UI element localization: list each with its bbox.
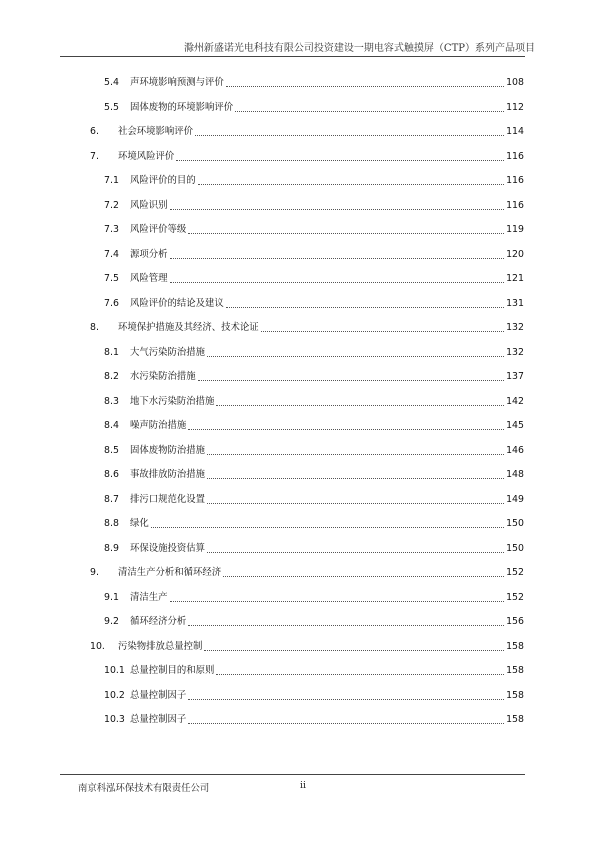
toc-entry[interactable]	[104, 346, 524, 360]
toc-dot-leader	[207, 551, 504, 553]
toc-entry[interactable]	[104, 517, 524, 531]
toc-entry-title: 地下水污染防治措施	[130, 395, 215, 407]
toc-entry-page: 156	[506, 616, 524, 627]
toc-entry-page: 108	[506, 77, 524, 88]
toc-dot-leader	[151, 526, 504, 528]
toc-entry-page: 149	[506, 493, 524, 505]
toc-entry[interactable]	[104, 174, 524, 188]
toc-entry-title: 清洁生产	[130, 591, 168, 603]
toc-entry[interactable]	[104, 664, 524, 678]
toc-entry-page: 116	[506, 150, 524, 162]
toc-dot-leader	[216, 404, 504, 406]
header-divider	[60, 56, 525, 57]
toc-entry[interactable]	[104, 101, 524, 115]
document-title: 滁州新盛诺光电科技有限公司投资建设一期电容式触摸屏（CTP）系列产品项目	[183, 43, 535, 54]
toc-entry-title: 风险评价的目的	[130, 175, 196, 186]
toc-entry-number: 8.4	[104, 420, 119, 431]
toc-entry-number: 8.5	[104, 444, 119, 456]
toc-dot-leader	[188, 698, 504, 700]
toc-entry-page: 116	[506, 175, 524, 186]
toc-entry-page: 158	[506, 665, 524, 676]
toc-entry-title: 噪声防治措施	[130, 420, 187, 431]
toc-entry-page: 121	[506, 273, 524, 284]
toc-entry-page: 119	[506, 224, 524, 235]
toc-entry-page: 142	[506, 395, 524, 407]
toc-entry-title: 固体废物的环境影响评价	[130, 101, 234, 113]
toc-entry-title: 社会环境影响评价	[118, 126, 194, 137]
toc-entry-title: 固体废物防治措施	[130, 444, 206, 456]
toc-entry-page: 146	[506, 444, 524, 456]
toc-entry-page: 148	[506, 469, 524, 480]
toc-dot-leader	[170, 281, 505, 283]
toc-entry-number: 9.	[90, 567, 99, 578]
toc-dot-leader	[170, 600, 505, 602]
toc-entry-number: 9.2	[104, 616, 119, 627]
toc-dot-leader	[223, 575, 504, 577]
toc-entry[interactable]	[104, 444, 524, 458]
toc-entry-title: 事故排放防治措施	[130, 469, 206, 480]
toc-entry-title: 风险识别	[130, 199, 168, 211]
toc-entry-page: 114	[506, 126, 524, 137]
toc-dot-leader	[170, 208, 505, 210]
toc-entry-number: 5.4	[104, 77, 119, 88]
toc-entry-title: 绿化	[130, 518, 149, 529]
toc-entry-title: 风险评价的结论及建议	[130, 297, 224, 309]
toc-entry-page: 152	[506, 567, 524, 578]
toc-entry-title: 环保设施投资估算	[130, 542, 206, 554]
toc-entry-page: 131	[506, 297, 524, 309]
toc-entry[interactable]	[104, 615, 524, 629]
toc-entry-page: 158	[506, 689, 524, 701]
toc-entry-number: 8.2	[104, 371, 119, 382]
toc-dot-leader	[198, 183, 504, 185]
toc-entry-page: 120	[506, 248, 524, 260]
toc-dot-leader	[207, 355, 504, 357]
footer-page-number: ii	[300, 780, 306, 791]
toc-dot-leader	[226, 85, 504, 87]
toc-entry-title: 环境保护措施及其经济、技术论证	[118, 322, 259, 333]
footer-company: 南京科泓环保技术有限责任公司	[78, 783, 210, 794]
toc-dot-leader	[176, 159, 504, 161]
toc-dot-leader	[188, 624, 504, 626]
toc-dot-leader	[170, 257, 505, 259]
toc-dot-leader	[235, 110, 504, 112]
toc-entry-title: 风险评价等级	[130, 224, 187, 235]
toc-entry[interactable]	[104, 199, 524, 213]
toc-entry-title: 排污口规范化设置	[130, 493, 206, 505]
toc-entry-title: 循环经济分析	[130, 616, 187, 627]
toc-dot-leader	[188, 722, 504, 724]
toc-entry[interactable]	[104, 272, 524, 286]
toc-entry-title: 声环境影响预测与评价	[130, 77, 224, 88]
toc-entry[interactable]	[104, 493, 524, 507]
toc-entry-page: 137	[506, 371, 524, 382]
toc-entry-number: 8.6	[104, 469, 119, 480]
toc-entry-number: 7.5	[104, 273, 119, 284]
toc-entry-title: 风险管理	[130, 273, 168, 284]
toc-entry-number: 7.1	[104, 175, 119, 186]
toc-entry-number: 8.8	[104, 518, 119, 529]
toc-entry-number: 10.2	[104, 689, 125, 701]
toc-entry-page: 116	[506, 199, 524, 211]
toc-dot-leader	[188, 232, 504, 234]
toc-dot-leader	[216, 673, 504, 675]
toc-entry-title: 总量控制因子	[130, 714, 187, 725]
toc-dot-leader	[188, 428, 504, 430]
toc-dot-leader	[195, 134, 504, 136]
toc-dot-leader	[207, 477, 504, 479]
toc-entry[interactable]	[90, 640, 524, 654]
toc-entry-number: 9.1	[104, 591, 119, 603]
toc-entry[interactable]	[104, 689, 524, 703]
toc-entry[interactable]	[104, 468, 524, 482]
toc-entry-number: 8.7	[104, 493, 119, 505]
toc-entry-title: 污染物排放总量控制	[118, 640, 203, 652]
toc-entry-number: 7.2	[104, 199, 119, 211]
toc-entry-page: 158	[506, 714, 524, 725]
toc-entry-page: 132	[506, 322, 524, 333]
toc-entry-number: 8.	[90, 322, 99, 333]
toc-entry-title: 水污染防治措施	[130, 371, 196, 382]
toc-entry[interactable]	[104, 713, 524, 727]
toc-entry-number: 10.3	[104, 714, 125, 725]
toc-entry-title: 大气污染防治措施	[130, 346, 206, 358]
toc-entry-number: 10.	[90, 640, 105, 652]
toc-entry-number: 7.3	[104, 224, 119, 235]
toc-entry-title: 清洁生产分析和循环经济	[118, 567, 222, 578]
toc-dot-leader	[226, 306, 504, 308]
toc-entry-number: 10.1	[104, 665, 125, 676]
toc-entry-title: 总量控制因子	[130, 689, 187, 701]
toc-entry[interactable]	[104, 591, 524, 605]
toc-entry-page: 145	[506, 420, 524, 431]
toc-entry[interactable]	[104, 76, 524, 90]
toc-entry-title: 环境风险评价	[118, 150, 175, 162]
toc-dot-leader	[207, 453, 504, 455]
toc-entry-page: 152	[506, 591, 524, 603]
toc-entry-number: 8.9	[104, 542, 119, 554]
toc-entry-number: 7.4	[104, 248, 119, 260]
toc-entry[interactable]	[104, 419, 524, 433]
toc-entry[interactable]	[90, 150, 524, 164]
toc-entry-page: 112	[506, 101, 524, 113]
toc-entry[interactable]	[104, 297, 524, 311]
toc-entry-page: 150	[506, 518, 524, 529]
footer-divider	[60, 774, 525, 775]
toc-entry-page: 158	[506, 640, 524, 652]
toc-entry-number: 7.	[90, 150, 99, 162]
toc-dot-leader	[198, 379, 504, 381]
toc-entry-page: 132	[506, 346, 524, 358]
toc-dot-leader	[261, 330, 504, 332]
toc-entry-title: 源项分析	[130, 248, 168, 260]
toc-dot-leader	[207, 502, 504, 504]
toc-entry[interactable]	[90, 125, 524, 139]
toc-entry[interactable]	[90, 566, 524, 580]
toc-entry-number: 6.	[90, 126, 99, 137]
toc-entry-number: 5.5	[104, 101, 119, 113]
toc-entry[interactable]	[104, 395, 524, 409]
toc-entry-title: 总量控制目的和原则	[130, 665, 215, 676]
toc-entry-number: 7.6	[104, 297, 119, 309]
toc-entry-number: 8.3	[104, 395, 119, 407]
toc-entry[interactable]	[90, 321, 524, 335]
toc-entry[interactable]	[104, 248, 524, 262]
toc-dot-leader	[204, 649, 504, 651]
toc-entry-number: 8.1	[104, 346, 119, 358]
toc-entry[interactable]	[104, 223, 524, 237]
toc-entry[interactable]	[104, 370, 524, 384]
toc-entry-page: 150	[506, 542, 524, 554]
toc-entry[interactable]	[104, 542, 524, 556]
